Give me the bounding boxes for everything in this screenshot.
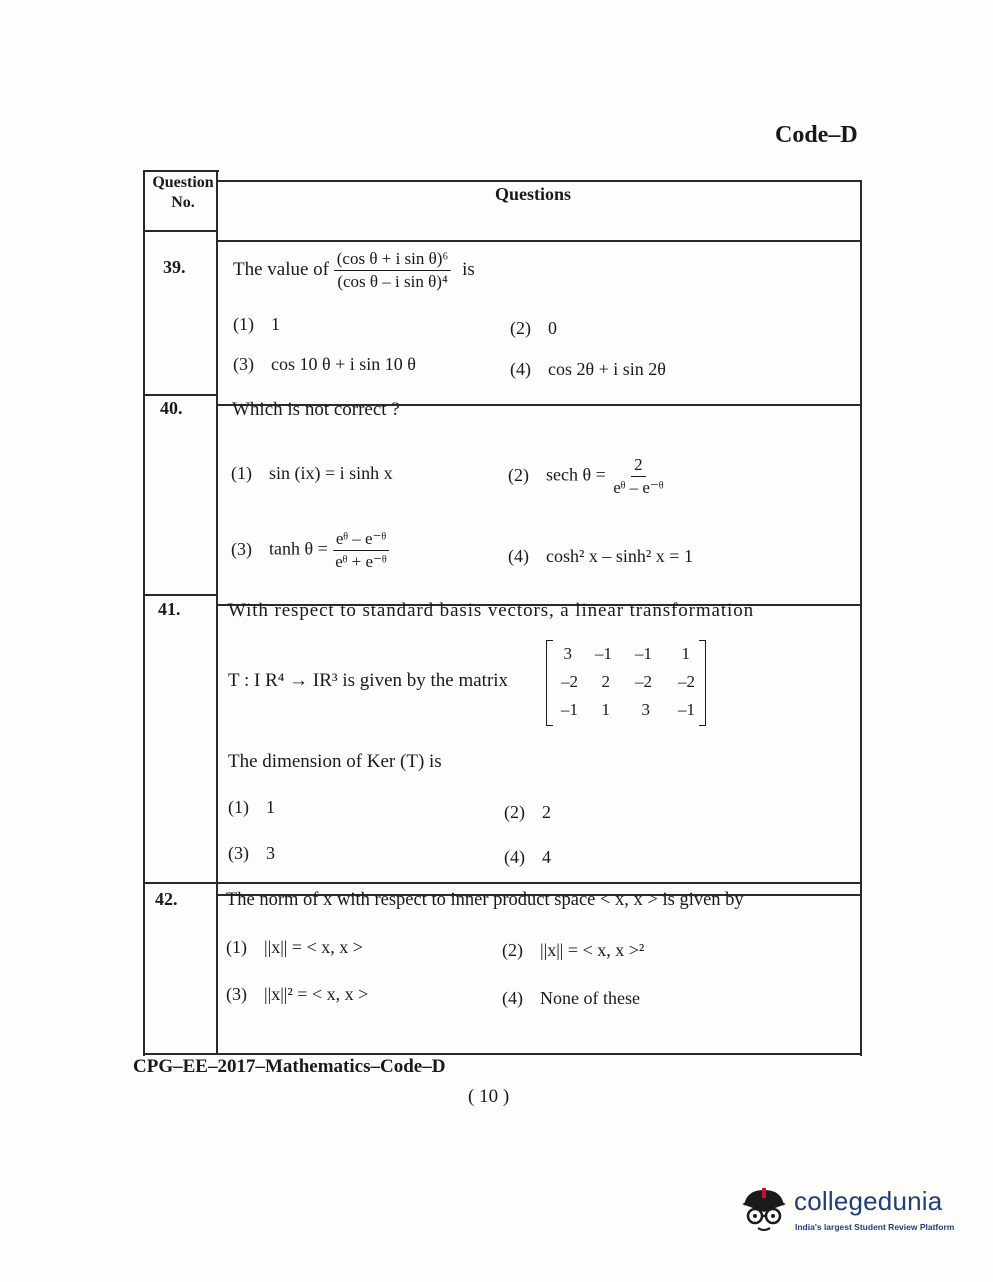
table-border-bottom xyxy=(143,1053,862,1055)
question-42-text: The norm of x with respect to inner product space < x, x > is given by xyxy=(226,890,744,910)
option-value: 3 xyxy=(266,843,275,863)
option-value: 4 xyxy=(542,847,551,867)
option-number: (4) xyxy=(510,359,531,379)
option-number: (3) xyxy=(231,538,252,559)
matrix-cell: 1 xyxy=(681,644,690,663)
fraction-denominator: eᶿ – e⁻ᶿ xyxy=(613,478,664,497)
option xyxy=(233,314,280,335)
option-value: 1 xyxy=(271,314,280,334)
row-divider-40-41 xyxy=(143,594,217,596)
column-divider xyxy=(216,172,218,1054)
option-value: tanh θ = xyxy=(269,538,328,559)
table-border-left xyxy=(143,170,145,1056)
question-text-after: is xyxy=(462,258,475,280)
option-value: 1 xyxy=(266,797,275,817)
student-mascot-icon xyxy=(738,1184,790,1236)
question-number: 41. xyxy=(158,599,181,619)
question-39-text xyxy=(233,248,475,293)
matrix-cell: –2 xyxy=(635,672,652,691)
fraction-denominator: eᶿ + e⁻ᶿ xyxy=(335,552,387,571)
option-number: (1) xyxy=(231,463,252,483)
option-value: sin (ix) = i sinh x xyxy=(269,463,393,483)
header-question-no: Question No. xyxy=(152,174,214,211)
option-value: 2 xyxy=(542,802,551,822)
option-number: (4) xyxy=(508,546,529,566)
option-number: (2) xyxy=(510,318,531,338)
option xyxy=(508,454,667,499)
option-value: None of these xyxy=(540,988,640,1008)
fraction-denominator: (cos θ – i sin θ)⁴ xyxy=(337,272,448,291)
option-number: (4) xyxy=(504,847,525,867)
page-number: ( 10 ) xyxy=(468,1086,510,1107)
matrix-cell: –1 xyxy=(595,644,612,663)
option xyxy=(228,843,275,864)
table-border-right xyxy=(860,180,862,1056)
fraction-numerator: (cos θ + i sin θ)⁶ xyxy=(334,248,452,271)
option-number: (2) xyxy=(504,802,525,822)
fraction xyxy=(610,454,666,499)
code-label: Code–D xyxy=(775,122,858,148)
fraction xyxy=(332,528,389,573)
option-number: (1) xyxy=(226,937,247,957)
option-number: (1) xyxy=(228,797,249,817)
logo-tagline: India's largest Student Review Platform xyxy=(795,1222,955,1232)
option-value: cos 2θ + i sin 2θ xyxy=(548,359,666,379)
question-number: 39. xyxy=(163,257,186,277)
matrix-cell: –1 xyxy=(678,700,695,719)
question-41-text: With respect to standard basis vectors, a linear transformation xyxy=(228,600,755,621)
matrix-bracket-right xyxy=(699,640,706,726)
option-number: (1) xyxy=(233,314,254,334)
question-41-text-2: T : I R⁴ → IR³ is given by the matrix xyxy=(228,670,509,691)
logo-brand-text: collegedunia xyxy=(794,1186,943,1216)
collegedunia-logo xyxy=(738,1180,963,1240)
option-number: (2) xyxy=(508,464,529,485)
header-divider xyxy=(143,230,217,232)
paper-code-footer: CPG–EE–2017–Mathematics–Code–D xyxy=(133,1056,446,1077)
fraction-numerator: eᶿ – e⁻ᶿ xyxy=(333,528,389,551)
matrix-cell: –2 xyxy=(678,672,695,691)
option-value: sech θ = xyxy=(546,464,606,485)
option-value: 0 xyxy=(548,318,557,338)
option xyxy=(226,984,368,1005)
option xyxy=(510,359,666,380)
option xyxy=(226,937,363,958)
header-divider-right xyxy=(216,240,862,242)
option-value: cosh² x – sinh² x = 1 xyxy=(546,546,693,566)
matrix xyxy=(546,640,706,724)
row-divider-41-42 xyxy=(143,882,862,884)
option-number: (2) xyxy=(502,940,523,960)
matrix-cell: –1 xyxy=(561,700,578,719)
option-value: ||x|| = < x, x > xyxy=(264,937,363,957)
option xyxy=(502,940,644,961)
matrix-cell: 1 xyxy=(601,700,610,719)
option-value: ||x||² = < x, x > xyxy=(264,984,369,1004)
question-number: 42. xyxy=(155,889,178,909)
question-text: The value of xyxy=(233,258,330,280)
option xyxy=(231,528,390,573)
option xyxy=(231,463,393,484)
option-number: (3) xyxy=(233,354,254,374)
matrix-cell: 3 xyxy=(563,644,572,663)
matrix-cell: –1 xyxy=(635,644,652,663)
option xyxy=(508,546,693,567)
option xyxy=(510,318,557,339)
option xyxy=(504,802,551,823)
matrix-cell: –2 xyxy=(561,672,578,691)
option-value: cos 10 θ + i sin 10 θ xyxy=(271,354,416,374)
question-41-text-3: The dimension of Ker (T) is xyxy=(228,751,442,772)
option xyxy=(233,354,416,375)
fraction-numerator: 2 xyxy=(631,454,646,477)
option-number: (3) xyxy=(228,843,249,863)
option xyxy=(228,797,275,818)
fraction xyxy=(334,248,452,293)
matrix-cell: 3 xyxy=(641,700,650,719)
option-value: ||x|| = < x, x >² xyxy=(540,940,645,960)
option xyxy=(504,847,551,868)
question-40-text: Which is not correct ? xyxy=(232,399,400,420)
matrix-cell: 2 xyxy=(601,672,610,691)
table-border-top-right xyxy=(216,180,862,182)
row-divider-39-40 xyxy=(143,394,217,396)
header-questions: Questions xyxy=(495,184,572,204)
question-number: 40. xyxy=(160,398,183,418)
option xyxy=(502,988,640,1009)
option-number: (3) xyxy=(226,984,247,1004)
table-border-top xyxy=(143,170,219,172)
option-number: (4) xyxy=(502,988,523,1008)
